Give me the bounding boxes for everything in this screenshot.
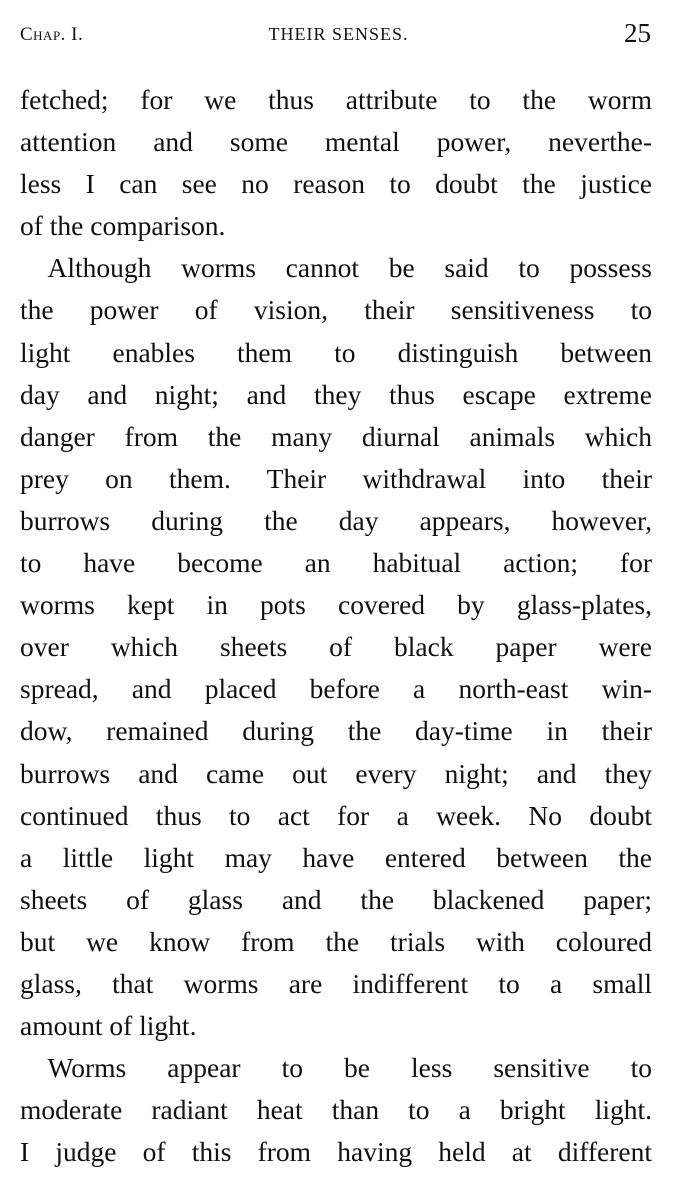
text-line: glass, that worms are indifferent to a small [20,967,652,999]
text-line: worms kept in pots covered by glass-plates, [20,589,652,621]
text-line: danger from the many diurnal animals which [20,420,652,452]
text-line: continued thus to act for a week. No doubt [20,799,652,831]
text-line: light enables them to distinguish between [20,336,652,368]
text-line: over which sheets of black paper were [20,631,652,663]
text-line: Worms appear to be less sensitive to [20,1052,652,1084]
page-number: 25 [624,18,651,48]
text-line: attention and some mental power, neverthe- [20,126,652,158]
text-line: of the comparison. [20,210,226,242]
text-line: prey on them. Their withdrawal into their [20,462,652,494]
text-line: but we know from the trials with coloured [20,925,652,957]
paragraph-2 [20,247,652,1047]
paragraph-1 [20,79,652,247]
text-line: sheets of glass and the blackened paper; [20,883,652,915]
text-line: day and night; and they thus escape extreme [20,378,652,410]
text-line: amount of light. [20,1010,197,1042]
text-line: less I can see no reason to doubt the justice [20,168,652,200]
text-line: spread, and placed before a north-east win- [20,673,652,705]
text-line: I judge of this from having held at different [20,1136,652,1168]
paragraph-3 [20,1047,652,1173]
text-line: burrows and came out every night; and they [20,757,652,789]
chapter-label: Chap. I. [20,24,84,45]
text-line: the power of vision, their sensitiveness to [20,294,652,326]
text-line: burrows during the day appears, however, [20,504,652,536]
text-line: moderate radiant heat than to a bright light. [20,1094,652,1126]
text-line: fetched; for we thus attribute to the worm [20,84,652,115]
text-line: a little light may have entered between the [20,841,652,873]
running-head [20,16,651,52]
body-text [20,79,652,1173]
text-line: to have become an habitual action; for [20,547,652,579]
text-line: dow, remained during the day-time in their [20,715,652,747]
chapter-title: THEIR SENSES. [268,24,409,44]
text-line: Although worms cannot be said to possess [20,252,652,284]
